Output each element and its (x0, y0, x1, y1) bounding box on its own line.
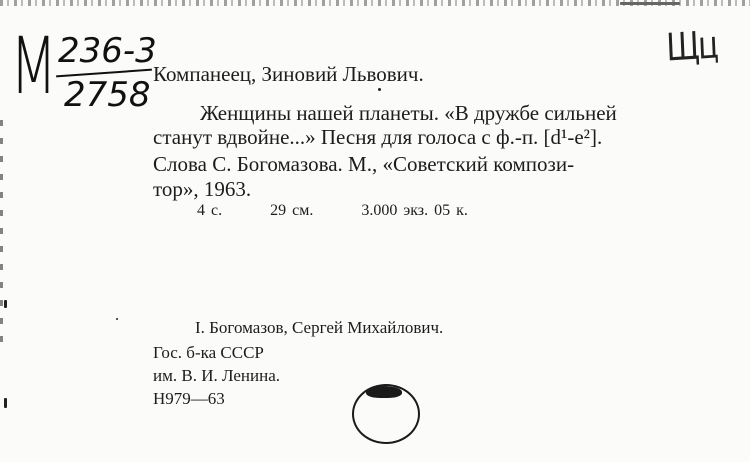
card-left-edge-scan-noise (0, 120, 3, 350)
shelfmark-top-number: 236-3 (58, 31, 157, 71)
shelfmark-letter: M (10, 22, 58, 112)
ink-speck (116, 318, 118, 320)
shelfmark (8, 22, 158, 118)
library-line-3: Н979—63 (153, 389, 225, 408)
ink-speck (4, 300, 7, 308)
title-line-2: станут вдвойне...» Песня для голоса с ф.-п. [d¹-e²]. (153, 125, 603, 149)
author-heading: Компанеец, Зиновий Львович. (153, 62, 424, 86)
collation-pages: 4 с. (197, 202, 223, 219)
collation-line (197, 199, 516, 223)
title-line-4: тор», 1963. (153, 177, 252, 201)
ink-speck (620, 2, 680, 5)
ink-speck (4, 398, 7, 408)
collation-size: 29 см. (270, 202, 314, 219)
title-line-3: Слова С. Богомазова. М., «Советский компози- (153, 152, 575, 176)
stamp-ink-blot (366, 386, 402, 398)
library-line-2: им. В. И. Ленина. (153, 366, 281, 385)
library-line-1: Гос. б-ка СССР (153, 343, 264, 362)
handwritten-mark: Щц (665, 22, 718, 70)
tracing-line: I. Богомазов, Сергей Михайлович. (195, 318, 444, 337)
title-line-1: Женщины нашей планеты. «В дружбе сильней (200, 101, 617, 125)
collation-run-price: 3.000 экз. 05 к. (361, 202, 468, 219)
ink-speck (378, 88, 381, 91)
shelfmark-bottom-number: 2758 (64, 75, 151, 115)
